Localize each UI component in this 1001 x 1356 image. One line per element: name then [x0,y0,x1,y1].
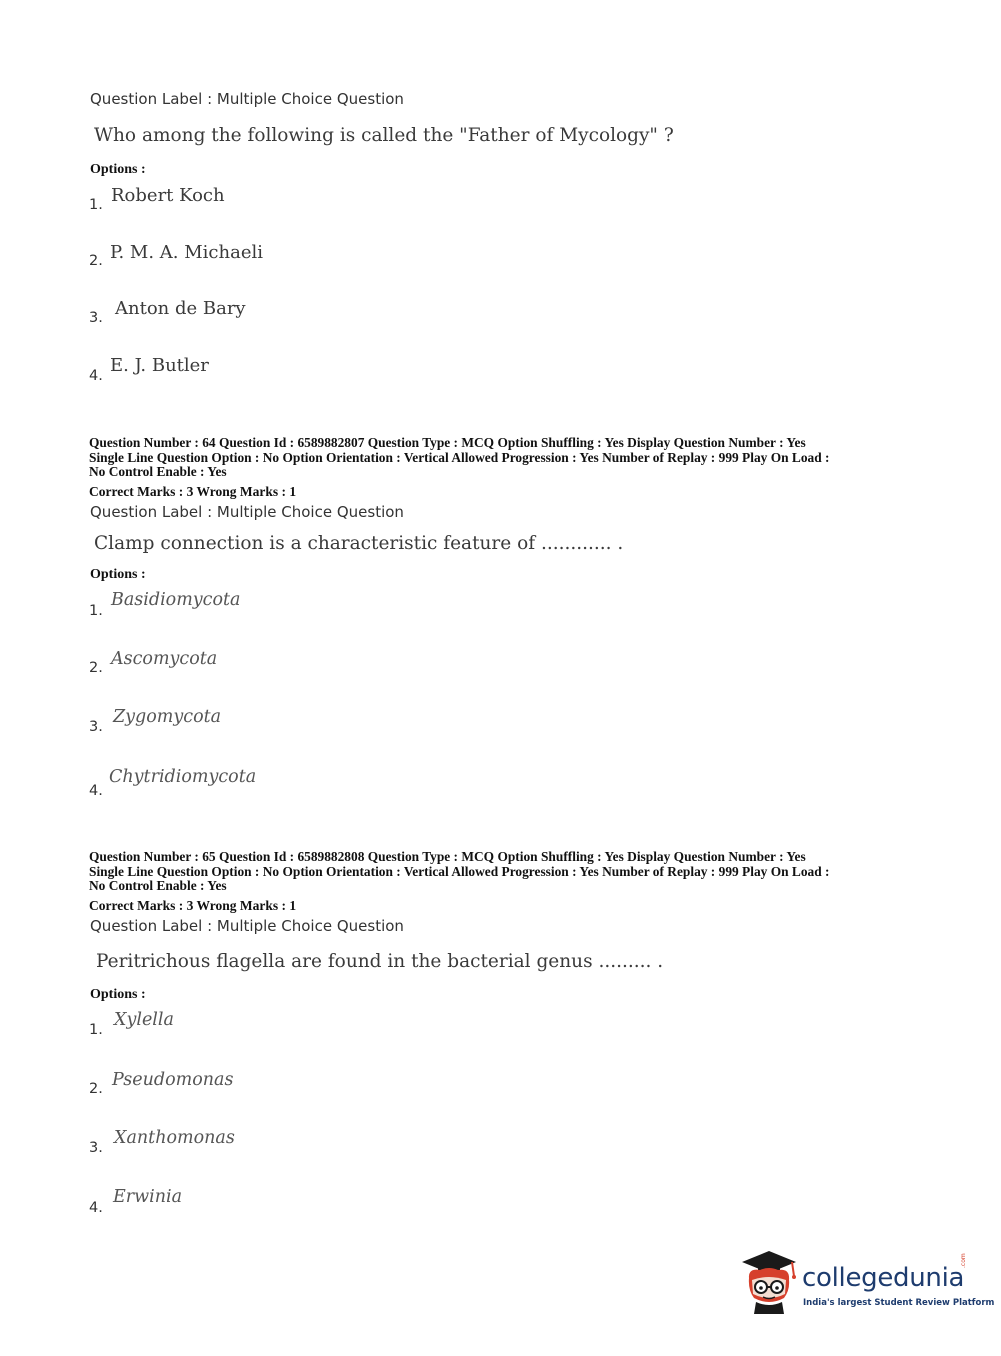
option-text: Basidiomycota [111,590,241,610]
question-label: Question Label : Multiple Choice Question [90,917,404,935]
option-text: Ascomycota [111,649,218,669]
option-number: 4. [89,368,103,384]
logo-domain-suffix: .com [960,1253,967,1268]
option-text: P. M. A. Michaeli [110,242,263,263]
option-number: 2. [89,1081,103,1097]
option-text: E. J. Butler [110,355,209,376]
options-heading: Options : [90,987,146,1002]
option-text: Anton de Bary [115,298,246,319]
question-label: Question Label : Multiple Choice Question [90,90,404,108]
option-number: 1. [89,1022,103,1038]
option-number: 3. [89,719,103,735]
question-text: Peritrichous flagella are found in the bacterial genus ......... . [96,951,664,972]
question-meta-line: Single Line Question Option : No Option Orientation : Vertical Allowed Progression : Yes Number of Replay : 999 Play On Load : [89,864,830,879]
question-text: Who among the following is called the "Father of Mycology" ? [94,125,674,146]
option-number: 3. [89,1140,103,1156]
option-number: 1. [89,603,103,619]
question-meta-line: Single Line Question Option : No Option Orientation : Vertical Allowed Progression : Yes Number of Replay : 999 Play On Load : [89,450,830,465]
collegedunia-mascot-icon [738,1246,800,1321]
question-meta-line: Question Number : 64 Question Id : 6589882807 Question Type : MCQ Option Shuffling : Yes Display Question Number : Yes [89,435,806,450]
question-label: Question Label : Multiple Choice Question [90,503,404,521]
option-text: Pseudomonas [112,1070,234,1090]
option-text: Xanthomonas [114,1128,235,1148]
option-text: Zygomycota [113,707,222,727]
question-meta-line: Question Number : 65 Question Id : 6589882808 Question Type : MCQ Option Shuffling : Yes Display Question Number : Yes [89,849,806,864]
logo-tagline: India's largest Student Review Platform [803,1298,995,1308]
option-number: 4. [89,783,103,799]
marks-info: Correct Marks : 3 Wrong Marks : 1 [89,898,297,913]
option-text: Erwinia [113,1187,183,1207]
question-meta-line: No Control Enable : Yes [89,464,227,479]
marks-info: Correct Marks : 3 Wrong Marks : 1 [89,484,297,499]
option-number: 2. [89,660,103,676]
option-text: Robert Koch [111,185,225,206]
option-text: Chytridiomycota [109,767,257,787]
options-heading: Options : [90,162,146,177]
collegedunia-logo [738,1246,995,1322]
option-number: 3. [89,310,103,326]
option-number: 4. [89,1200,103,1216]
question-meta-line: No Control Enable : Yes [89,878,227,893]
options-heading: Options : [90,567,146,582]
question-text: Clamp connection is a characteristic feature of ............ . [94,533,624,554]
logo-wordmark: collegedunia [802,1263,965,1293]
option-number: 2. [89,253,103,269]
option-number: 1. [89,197,103,213]
option-text: Xylella [114,1010,174,1030]
